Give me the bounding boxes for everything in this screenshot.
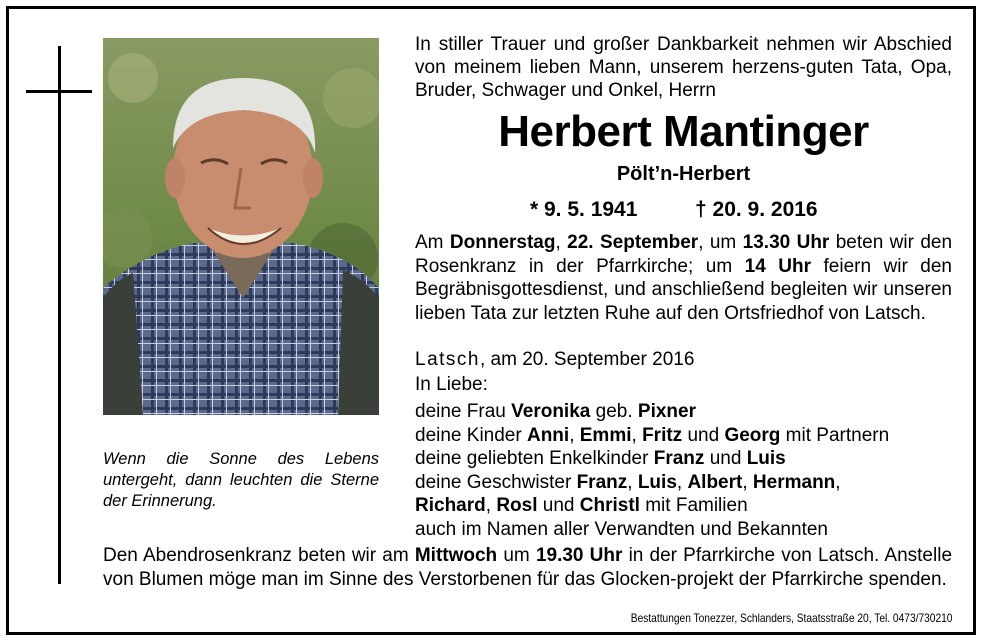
mourner-siblings-cont: Richard, Rosl und Christl mit Familien (415, 495, 748, 517)
funeral-details: Am Donnerstag, 22. September, um 13.30 Uhr beten wir den Rosenkranz in der Pfarrkirche; um 14 Uhr feiern wir den Begräbnisgottesdienst, und anschließend begleiten wir unseren lieben Tata zur letzten Ruhe auf den Ortsfriedhof von Latsch. (415, 232, 953, 324)
place-date-line: Latsch, am 20. September 2016 (415, 349, 695, 370)
nickname: Pölt’n-Herbert (616, 163, 751, 185)
undertaker-info: Bestattungen Tonezzer, Schlanders, Staatsstraße 20, Tel. 0473/730210 (630, 611, 952, 625)
death-date: † 20. 9. 2016 (695, 198, 818, 221)
mourner-children: deine Kinder Anni, Emmi, Fritz und Georg mit Partnern (415, 424, 890, 446)
evening-rosary-note: Den Abendrosenkranz beten wir am Mittwoch um 19.30 Uhr in der Pfarrkirche von Latsch. Anstelle von Blumen möge man im Sinne des Verstorbenen für das Glocken-projekt der Pfarrkirche spenden. (103, 545, 953, 590)
mourner-all-relatives: auch im Namen aller Verwandten und Bekannten (415, 518, 828, 540)
cross-icon (58, 46, 61, 584)
deceased-name: Herbert Mantinger (498, 107, 869, 156)
mourner-grandchildren: deine geliebten Enkelkinder Franz und Luis (415, 448, 786, 470)
in-love-label: In Liebe: (415, 374, 488, 395)
portrait-photo (103, 38, 379, 415)
mourners-list (415, 400, 952, 542)
memorial-quote: Wenn die Sonne des Lebens untergeht, dann leuchten die Sterne der Erinnerung. (103, 450, 379, 510)
birth-date: * 9. 5. 1941 (530, 198, 638, 221)
cross-icon-bar (26, 90, 92, 93)
mourner-wife: deine Frau Veronika geb. Pixner (415, 401, 696, 422)
mourner-siblings: deine Geschwister Franz, Luis, Albert, Hermann, (415, 471, 841, 493)
intro-text: In stiller Trauer und großer Dankbarkeit nehmen wir Abschied von meinem lieben Mann, unserem herzens-guten Tata, Opa, Bruder, Schwager und Onkel, Herrn (415, 34, 952, 101)
